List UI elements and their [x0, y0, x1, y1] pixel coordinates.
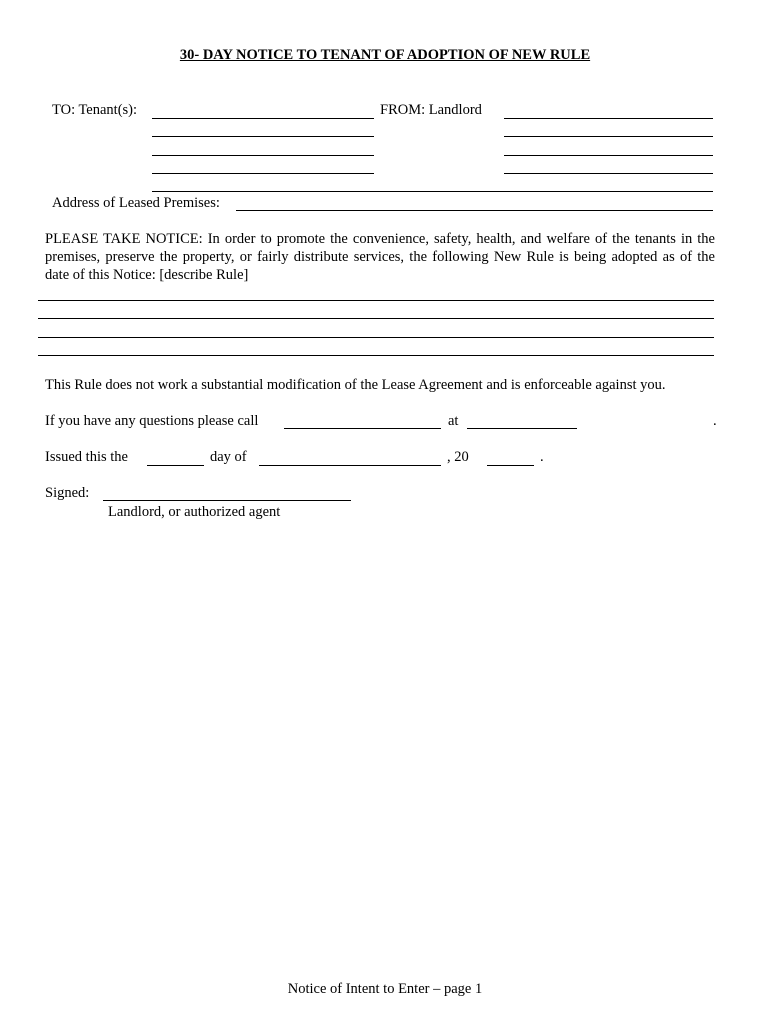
- rule-description-line-3[interactable]: [38, 337, 714, 338]
- notice-paragraph: PLEASE TAKE NOTICE: In order to promote the convenience, safety, health, and welfare of the tenants in the premises, preserve the property, or fairly distribute services, the following New Rule is being adopted as of the date of this Notice: [describe Rule]: [45, 231, 715, 283]
- questions-period: .: [713, 413, 717, 429]
- rule-description-line-4[interactable]: [38, 355, 714, 356]
- issued-month-line[interactable]: [259, 465, 441, 466]
- tenant-name-line-2[interactable]: [152, 136, 374, 137]
- landlord-name-line-3[interactable]: [504, 155, 713, 156]
- questions-label: If you have any questions please call: [45, 413, 259, 429]
- at-label: at: [448, 413, 459, 429]
- modification-statement: This Rule does not work a substantial modification of the Lease Agreement and is enforceable against you.: [45, 377, 666, 393]
- rule-description-line-1[interactable]: [38, 300, 714, 301]
- page-footer: Notice of Intent to Enter – page 1: [287, 981, 483, 997]
- tenant-name-line-3[interactable]: [152, 155, 374, 156]
- tenant-name-line-4[interactable]: [152, 173, 374, 174]
- rule-description-line-2[interactable]: [38, 318, 714, 319]
- year-prefix-label: , 20: [447, 449, 469, 465]
- address-field-line[interactable]: [236, 210, 713, 211]
- signed-label: Signed:: [45, 485, 90, 501]
- day-of-label: day of: [210, 449, 247, 465]
- landlord-name-line-1[interactable]: [504, 118, 713, 119]
- signer-caption: Landlord, or authorized agent: [108, 504, 281, 520]
- landlord-name-line-2[interactable]: [504, 136, 713, 137]
- contact-name-line[interactable]: [284, 428, 441, 429]
- tenant-name-line-1[interactable]: [152, 118, 374, 119]
- signature-line[interactable]: [103, 500, 351, 501]
- issued-day-line[interactable]: [147, 465, 204, 466]
- from-landlord-label: FROM: Landlord: [380, 102, 482, 118]
- document-title: 30- DAY NOTICE TO TENANT OF ADOPTION OF NEW RULE: [179, 47, 591, 63]
- address-label: Address of Leased Premises:: [52, 195, 220, 211]
- issued-period: .: [540, 449, 544, 465]
- issued-label: Issued this the: [45, 449, 128, 465]
- landlord-name-line-4[interactable]: [504, 173, 713, 174]
- contact-phone-line[interactable]: [467, 428, 577, 429]
- address-line-upper[interactable]: [152, 191, 713, 192]
- issued-year-line[interactable]: [487, 465, 534, 466]
- to-tenants-label: TO: Tenant(s):: [52, 102, 138, 118]
